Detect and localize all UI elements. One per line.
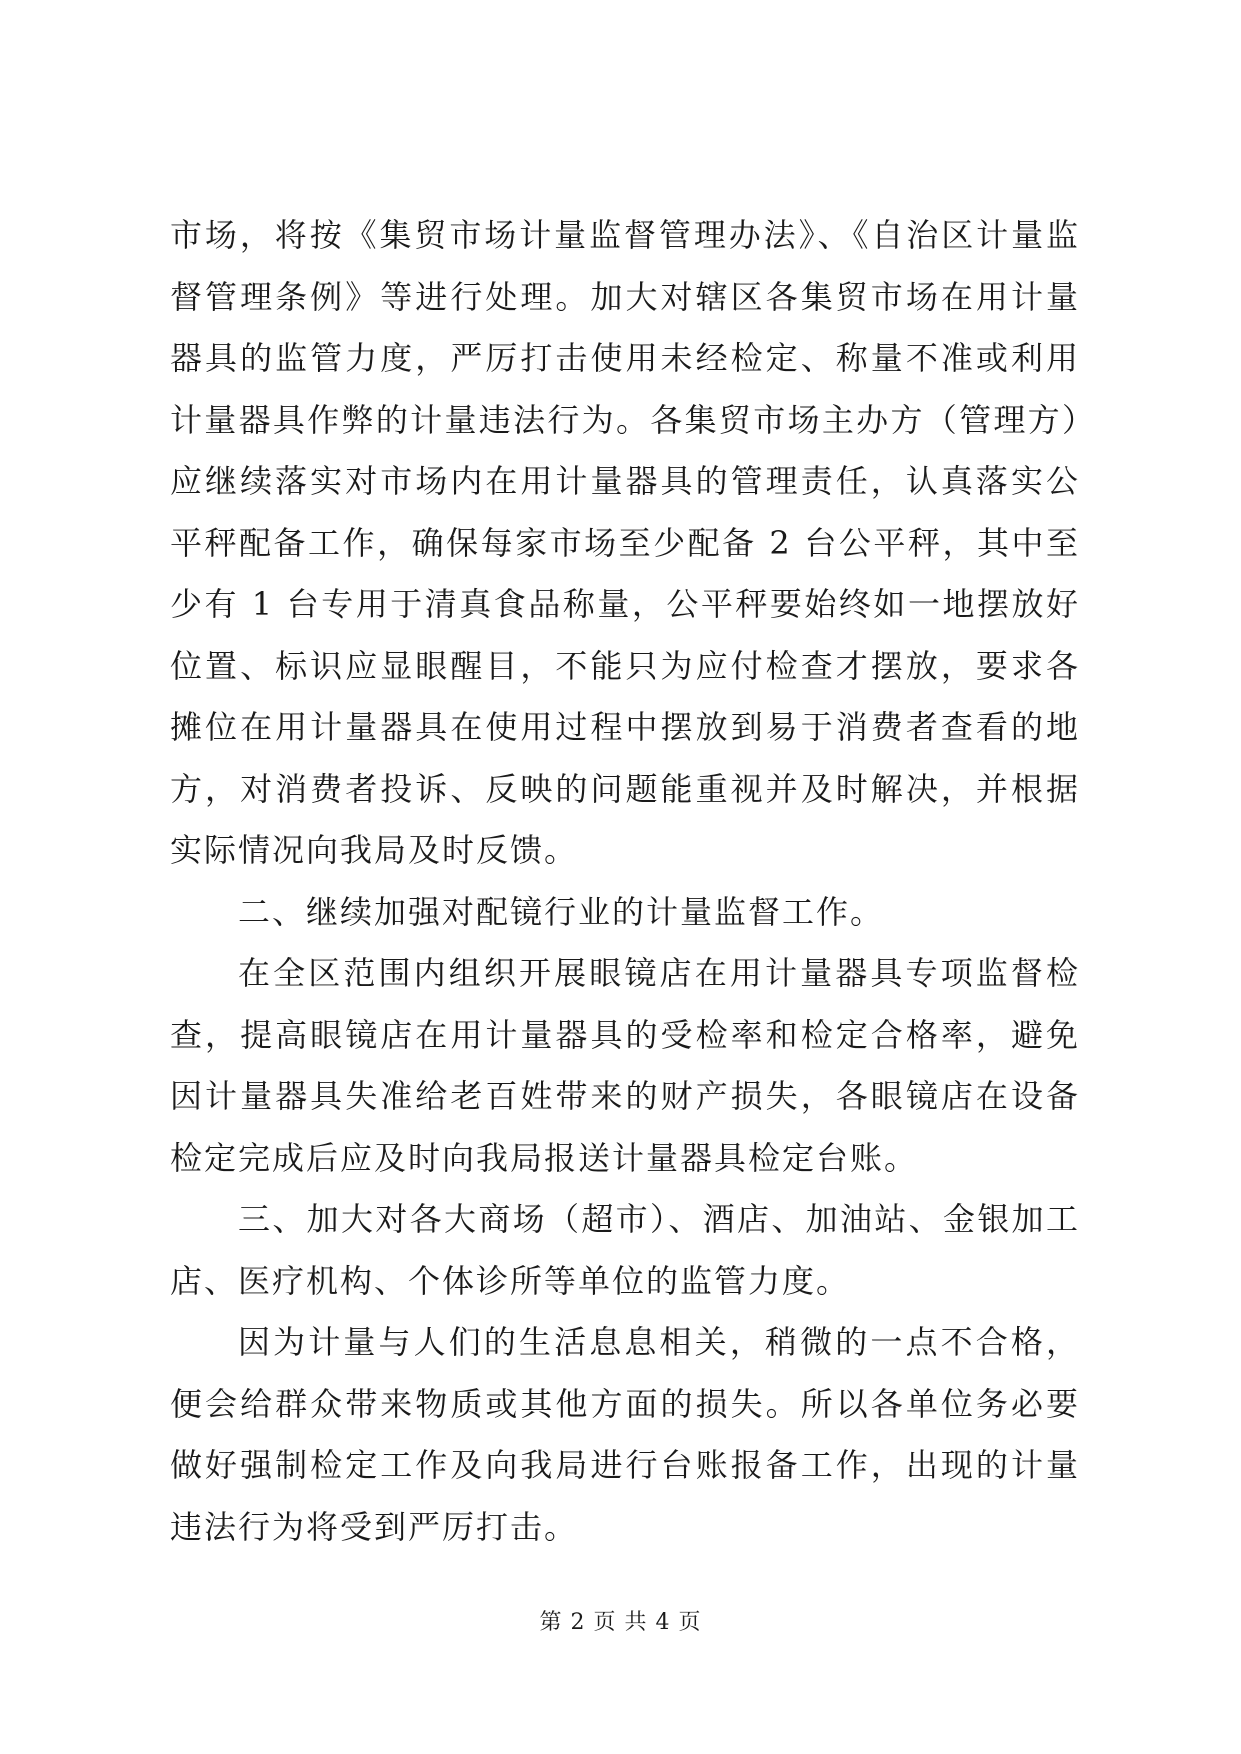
document-body [170,205,1080,1558]
paragraph-optical-inspection: 在全区范围内组织开展眼镜店在用计量器具专项监督检查，提高眼镜店在用计量器具的受检率和检定合格率，避免因计量器具失准给老百姓带来的财产损失，各眼镜店在设备检定完成后应及时向我局报送计量器具检定台账。 [170,954,1080,1177]
paragraph-conclusion: 因为计量与人们的生活息息相关，稍微的一点不合格，便会给群众带来物质或其他方面的损失。所以各单位务必要做好强制检定工作及向我局进行台账报备工作，出现的计量违法行为将受到严厉打击。 [170,1323,1080,1546]
heading-optical-industry: 二、继续加强对配镜行业的计量监督工作。 [238,892,885,931]
paragraph-market-supervision: 市场，将按《集贸市场计量监督管理办法》、《自治区计量监督管理条例》等进行处理。加大对辖区各集贸市场在用计量器具的监管力度，严厉打击使用未经检定、称量不准或利用计量器具作弊的计量违法行为。各集贸市场主办方（管理方）应继续落实对市场内在用计量器具的管理责任，认真落实公平秤配备工作，确保每家市场至少配备 2 台公平秤，其中至少有 1 台专用于清真食品称量，公平秤要始终如一地摆放好位置、标识应显眼醒目，不能只为应付检查才摆放，要求各摊位在用计量器具在使用过程中摆放到易于消费者查看的地方，对消费者投诉、反映的问题能重视并及时解决，并根据实际情况向我局及时反馈。 [170,216,1080,869]
page-number-footer: 第 2 页 共 4 页 [539,1610,702,1635]
heading-business-supervision: 三、加大对各大商场（超市）、酒店、加油站、金银加工店、医疗机构、个体诊所等单位的监管力度。 [170,1200,1080,1300]
